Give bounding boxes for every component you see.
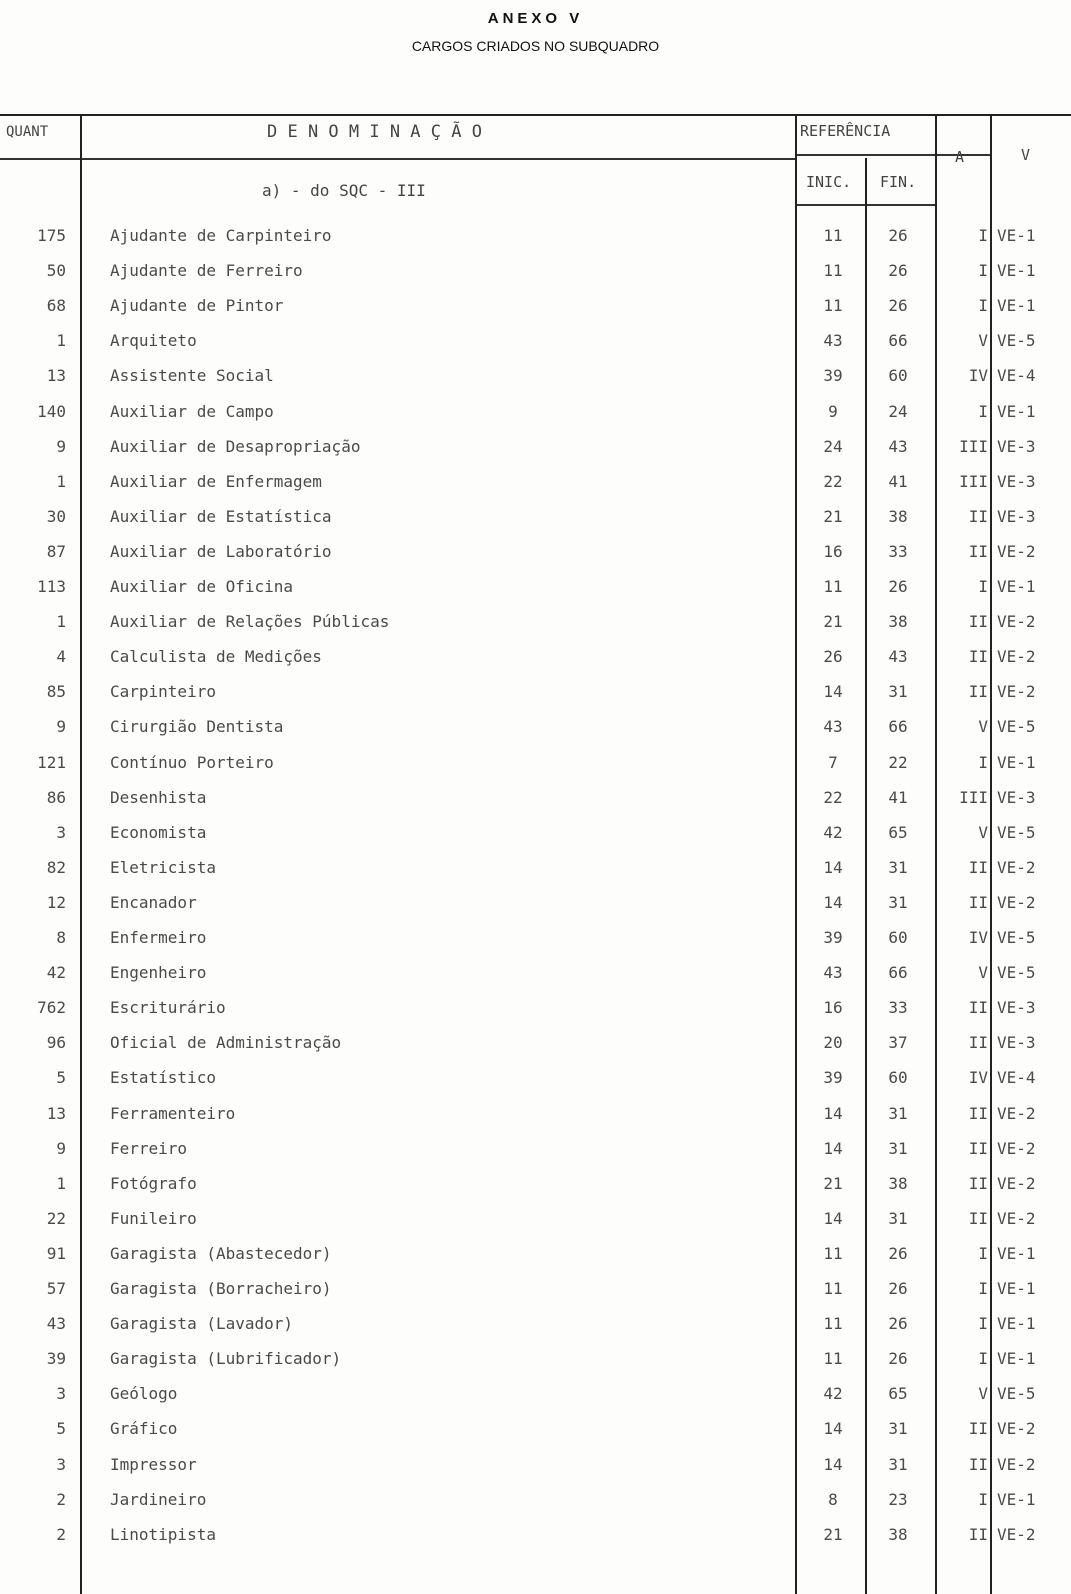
table-row xyxy=(0,1306,1071,1341)
table-row xyxy=(0,1060,1071,1095)
quant-cell: 9 xyxy=(56,1138,66,1158)
v-cell: VE-1 xyxy=(997,1349,1036,1369)
section-label: a) - do SQC - III xyxy=(262,181,426,200)
a-cell: II xyxy=(968,857,988,877)
fin-cell: 66 xyxy=(888,963,908,983)
inic-cell: 11 xyxy=(823,1279,843,1298)
table-row xyxy=(0,1025,1071,1060)
fin-cell: 26 xyxy=(888,261,908,281)
inic-cell: 11 xyxy=(823,577,843,596)
inic-cell: 22 xyxy=(823,471,843,491)
a-cell: II xyxy=(968,541,988,561)
denominacao-cell: Linotipista xyxy=(110,1524,216,1544)
inic-cell: 39 xyxy=(823,1068,843,1088)
inic-cell: 14 xyxy=(823,682,843,702)
a-cell: II xyxy=(968,892,988,912)
fin-cell: 31 xyxy=(888,892,908,912)
document-title: ANEXO V xyxy=(487,10,584,27)
inic-cell: 11 xyxy=(823,1314,843,1334)
fin-cell: 31 xyxy=(888,857,908,877)
denominacao-cell: Auxiliar de Oficina xyxy=(110,577,294,596)
table-row xyxy=(0,429,1071,464)
v-cell: VE-5 xyxy=(997,331,1036,351)
inic-cell: 21 xyxy=(823,612,843,632)
quant-cell: 3 xyxy=(56,1384,66,1404)
inic-cell: 43 xyxy=(823,331,843,351)
v-cell: VE-5 xyxy=(997,822,1036,842)
table-row xyxy=(0,499,1071,534)
denominacao-cell: Contínuo Porteiro xyxy=(110,752,274,772)
v-cell: VE-1 xyxy=(997,261,1036,281)
inic-cell: 14 xyxy=(823,1419,843,1439)
a-cell: II xyxy=(968,1419,988,1439)
inic-cell: 8 xyxy=(828,1489,838,1509)
a-cell: II xyxy=(968,1103,988,1123)
fin-cell: 26 xyxy=(888,577,908,596)
a-cell: IV xyxy=(968,1068,988,1088)
fin-cell: 60 xyxy=(888,1068,908,1088)
a-cell: I xyxy=(978,1279,988,1298)
inic-cell: 42 xyxy=(823,1384,843,1404)
table-row xyxy=(0,885,1071,920)
fin-cell: 60 xyxy=(888,366,908,386)
denominacao-cell: Calculista de Medições xyxy=(110,647,322,667)
denominacao-cell: Auxiliar de Desapropriação xyxy=(110,436,361,456)
inic-cell: 21 xyxy=(823,506,843,526)
fin-cell: 31 xyxy=(888,1454,908,1474)
quant-cell: 91 xyxy=(46,1243,66,1263)
a-cell: II xyxy=(968,1138,988,1158)
fin-cell: 22 xyxy=(888,752,908,772)
col-denominacao-header: D E N O M I N A Ç Ã O xyxy=(267,122,482,142)
quant-cell: 3 xyxy=(56,1454,66,1474)
v-cell: VE-3 xyxy=(997,471,1036,491)
a-cell: V xyxy=(978,1384,988,1404)
fin-cell: 31 xyxy=(888,1138,908,1158)
v-cell: VE-1 xyxy=(997,1489,1036,1509)
quant-cell: 4 xyxy=(56,647,66,667)
v-cell: VE-5 xyxy=(997,928,1036,947)
inic-cell: 14 xyxy=(823,1208,843,1228)
inic-cell: 11 xyxy=(823,226,843,245)
v-cell: VE-2 xyxy=(997,892,1036,912)
table-row xyxy=(0,288,1071,323)
quant-cell: 113 xyxy=(37,577,66,596)
v-cell: VE-2 xyxy=(997,1208,1036,1228)
table-row xyxy=(0,920,1071,955)
inic-cell: 11 xyxy=(823,1243,843,1263)
quant-cell: 57 xyxy=(46,1279,66,1298)
denominacao-cell: Garagista (Abastecedor) xyxy=(110,1243,332,1263)
quant-cell: 22 xyxy=(46,1208,66,1228)
v-cell: VE-1 xyxy=(997,226,1036,245)
fin-cell: 26 xyxy=(888,296,908,316)
inic-cell: 14 xyxy=(823,892,843,912)
quant-cell: 13 xyxy=(46,366,66,386)
fin-cell: 41 xyxy=(888,471,908,491)
denominacao-cell: Desenhista xyxy=(110,787,207,807)
v-cell: VE-2 xyxy=(997,1524,1036,1544)
inic-cell: 14 xyxy=(823,1454,843,1474)
quant-cell: 175 xyxy=(37,226,66,245)
quant-cell: 5 xyxy=(56,1419,66,1439)
fin-cell: 33 xyxy=(888,541,908,561)
quant-cell: 87 xyxy=(46,541,66,561)
denominacao-cell: Enfermeiro xyxy=(110,928,207,947)
col-quant-header: QUANT xyxy=(6,124,49,140)
inic-cell: 39 xyxy=(823,366,843,386)
a-cell: III xyxy=(959,471,988,491)
v-cell: VE-2 xyxy=(997,1419,1036,1439)
table-row xyxy=(0,1166,1071,1201)
v-cell: VE-1 xyxy=(997,1314,1036,1334)
a-cell: IV xyxy=(968,366,988,386)
v-cell: VE-1 xyxy=(997,401,1036,421)
denominacao-cell: Ferramenteiro xyxy=(110,1103,236,1123)
inic-cell: 16 xyxy=(823,998,843,1018)
v-cell: VE-3 xyxy=(997,787,1036,807)
quant-cell: 13 xyxy=(46,1103,66,1123)
a-cell: I xyxy=(978,1489,988,1509)
fin-cell: 38 xyxy=(888,1524,908,1544)
quant-cell: 43 xyxy=(46,1314,66,1334)
denominacao-cell: Funileiro xyxy=(110,1208,197,1228)
a-cell: V xyxy=(978,717,988,737)
quant-cell: 121 xyxy=(37,752,66,772)
a-cell: II xyxy=(968,682,988,702)
inic-cell: 14 xyxy=(823,1138,843,1158)
table-row xyxy=(0,1201,1071,1236)
fin-cell: 26 xyxy=(888,1279,908,1298)
a-cell: II xyxy=(968,1173,988,1193)
table-row xyxy=(0,1341,1071,1376)
denominacao-cell: Escriturário xyxy=(110,998,226,1018)
quant-cell: 82 xyxy=(46,857,66,877)
quant-cell: 140 xyxy=(37,401,66,421)
quant-cell: 50 xyxy=(46,261,66,281)
denominacao-cell: Encanador xyxy=(110,892,197,912)
v-cell: VE-1 xyxy=(997,1243,1036,1263)
inic-cell: 14 xyxy=(823,857,843,877)
a-cell: I xyxy=(978,1314,988,1334)
quant-cell: 2 xyxy=(56,1524,66,1544)
denominacao-cell: Estatístico xyxy=(110,1068,216,1088)
inic-cell: 42 xyxy=(823,822,843,842)
header-bottom-rule xyxy=(0,158,795,160)
fin-cell: 31 xyxy=(888,1419,908,1439)
fin-cell: 43 xyxy=(888,436,908,456)
denominacao-cell: Gráfico xyxy=(110,1419,178,1439)
inic-cell: 26 xyxy=(823,647,843,667)
denominacao-cell: Geólogo xyxy=(110,1384,178,1404)
table-row xyxy=(0,464,1071,499)
denominacao-cell: Cirurgião Dentista xyxy=(110,717,284,737)
col-inic-header: INIC. xyxy=(806,173,852,191)
denominacao-cell: Jardineiro xyxy=(110,1489,207,1509)
denominacao-cell: Assistente Social xyxy=(110,366,274,386)
v-cell: VE-1 xyxy=(997,1279,1036,1298)
v-cell: VE-4 xyxy=(997,1068,1036,1088)
table-row xyxy=(0,569,1071,604)
quant-cell: 30 xyxy=(46,506,66,526)
table-row xyxy=(0,323,1071,358)
fin-cell: 43 xyxy=(888,647,908,667)
inic-cell: 43 xyxy=(823,717,843,737)
denominacao-cell: Carpinteiro xyxy=(110,682,216,702)
table-row xyxy=(0,534,1071,569)
table-row xyxy=(0,1447,1071,1482)
quant-cell: 42 xyxy=(46,963,66,983)
fin-cell: 66 xyxy=(888,331,908,351)
quant-cell: 1 xyxy=(56,1173,66,1193)
fin-cell: 60 xyxy=(888,928,908,947)
fin-cell: 65 xyxy=(888,822,908,842)
table-row xyxy=(0,780,1071,815)
a-cell: I xyxy=(978,1243,988,1263)
quant-cell: 68 xyxy=(46,296,66,316)
a-cell: II xyxy=(968,506,988,526)
v-cell: VE-1 xyxy=(997,577,1036,596)
quant-cell: 86 xyxy=(46,787,66,807)
denominacao-cell: Oficial de Administração xyxy=(110,1033,342,1053)
fin-cell: 65 xyxy=(888,1384,908,1404)
table-row xyxy=(0,253,1071,288)
v-cell: VE-2 xyxy=(997,1138,1036,1158)
v-cell: VE-2 xyxy=(997,857,1036,877)
inic-cell: 11 xyxy=(823,296,843,316)
col-referencia-header: REFERÊNCIA xyxy=(800,122,891,140)
denominacao-cell: Ajudante de Pintor xyxy=(110,296,284,316)
denominacao-cell: Garagista (Borracheiro) xyxy=(110,1279,332,1298)
table-row xyxy=(0,394,1071,429)
a-cell: II xyxy=(968,612,988,632)
a-cell: I xyxy=(978,1349,988,1369)
inic-cell: 14 xyxy=(823,1103,843,1123)
document-subtitle: CARGOS CRIADOS NO SUBQUADRO xyxy=(411,38,660,54)
quant-cell: 9 xyxy=(56,436,66,456)
table-row xyxy=(0,1271,1071,1306)
denominacao-cell: Ferreiro xyxy=(110,1138,188,1158)
col-v-header: V xyxy=(1021,146,1031,164)
v-cell: VE-3 xyxy=(997,998,1036,1018)
a-cell: V xyxy=(978,822,988,842)
quant-cell: 762 xyxy=(37,998,66,1018)
a-cell: I xyxy=(978,752,988,772)
a-cell: II xyxy=(968,1524,988,1544)
table-row xyxy=(0,1236,1071,1271)
table-row xyxy=(0,358,1071,393)
a-cell: II xyxy=(968,647,988,667)
v-cell: VE-1 xyxy=(997,752,1036,772)
denominacao-cell: Garagista (Lubrificador) xyxy=(110,1349,342,1369)
quant-cell: 1 xyxy=(56,612,66,632)
table-row xyxy=(0,990,1071,1025)
inic-cell: 11 xyxy=(823,1349,843,1369)
denominacao-cell: Auxiliar de Enfermagem xyxy=(110,471,322,491)
denominacao-cell: Auxiliar de Relações Públicas xyxy=(110,612,390,632)
a-cell: III xyxy=(959,436,988,456)
a-cell: IV xyxy=(968,928,988,947)
v-cell: VE-2 xyxy=(997,647,1036,667)
fin-cell: 37 xyxy=(888,1033,908,1053)
referencia-divider xyxy=(795,154,935,156)
inic-cell: 7 xyxy=(828,752,838,772)
table-row xyxy=(0,1517,1071,1552)
fin-cell: 31 xyxy=(888,1103,908,1123)
denominacao-cell: Impressor xyxy=(110,1454,197,1474)
table-row xyxy=(0,850,1071,885)
inic-cell: 9 xyxy=(828,401,838,421)
inic-cell: 20 xyxy=(823,1033,843,1053)
table-row xyxy=(0,1376,1071,1411)
quant-cell: 1 xyxy=(56,331,66,351)
v-cell: VE-2 xyxy=(997,682,1036,702)
table-top-rule xyxy=(0,114,1071,116)
fin-cell: 31 xyxy=(888,1208,908,1228)
a-cell: I xyxy=(978,226,988,245)
quant-cell: 39 xyxy=(46,1349,66,1369)
table-row xyxy=(0,1131,1071,1166)
denominacao-cell: Economista xyxy=(110,822,207,842)
a-cell: I xyxy=(978,401,988,421)
v-cell: VE-3 xyxy=(997,506,1036,526)
fin-cell: 23 xyxy=(888,1489,908,1509)
fin-cell: 26 xyxy=(888,226,908,245)
v-cell: VE-5 xyxy=(997,1384,1036,1404)
table-row xyxy=(0,815,1071,850)
v-cell: VE-3 xyxy=(997,1033,1036,1053)
quant-cell: 9 xyxy=(56,717,66,737)
v-cell: VE-2 xyxy=(997,1103,1036,1123)
denominacao-cell: Auxiliar de Estatística xyxy=(110,506,332,526)
v-cell: VE-5 xyxy=(997,717,1036,737)
a-cell: I xyxy=(978,261,988,281)
v-cell: VE-4 xyxy=(997,366,1036,386)
fin-cell: 38 xyxy=(888,612,908,632)
table-row xyxy=(0,639,1071,674)
table-row xyxy=(0,674,1071,709)
a-cell: II xyxy=(968,1208,988,1228)
table-row xyxy=(0,218,1071,253)
quant-cell: 12 xyxy=(46,892,66,912)
a-cell: I xyxy=(978,577,988,596)
a-cell: III xyxy=(959,787,988,807)
fin-cell: 38 xyxy=(888,1173,908,1193)
v-cell: VE-3 xyxy=(997,436,1036,456)
inic-cell: 39 xyxy=(823,928,843,947)
inic-cell: 21 xyxy=(823,1524,843,1544)
table-row xyxy=(0,709,1071,744)
table-row xyxy=(0,1411,1071,1446)
inic-cell: 43 xyxy=(823,963,843,983)
quant-cell: 1 xyxy=(56,471,66,491)
table-row xyxy=(0,1482,1071,1517)
a-cell: V xyxy=(978,963,988,983)
quant-cell: 3 xyxy=(56,822,66,842)
denominacao-cell: Garagista (Lavador) xyxy=(110,1314,294,1334)
inic-cell: 21 xyxy=(823,1173,843,1193)
inic-cell: 22 xyxy=(823,787,843,807)
fin-cell: 26 xyxy=(888,1349,908,1369)
a-cell: II xyxy=(968,1033,988,1053)
denominacao-cell: Engenheiro xyxy=(110,963,207,983)
table-row xyxy=(0,955,1071,990)
fin-cell: 38 xyxy=(888,506,908,526)
quant-cell: 2 xyxy=(56,1489,66,1509)
inic-cell: 16 xyxy=(823,541,843,561)
denominacao-cell: Arquiteto xyxy=(110,331,197,351)
denominacao-cell: Ajudante de Ferreiro xyxy=(110,261,303,281)
v-cell: VE-2 xyxy=(997,1454,1036,1474)
fin-cell: 26 xyxy=(888,1243,908,1263)
a-cell: I xyxy=(978,296,988,316)
table-row xyxy=(0,604,1071,639)
fin-cell: 66 xyxy=(888,717,908,737)
v-cell: VE-2 xyxy=(997,541,1036,561)
fin-cell: 41 xyxy=(888,787,908,807)
a-cell: V xyxy=(978,331,988,351)
v-cell: VE-5 xyxy=(997,963,1036,983)
quant-cell: 85 xyxy=(46,682,66,702)
quant-cell: 96 xyxy=(46,1033,66,1053)
a-cell: II xyxy=(968,998,988,1018)
fin-cell: 31 xyxy=(888,682,908,702)
denominacao-cell: Auxiliar de Campo xyxy=(110,401,274,421)
v-cell: VE-2 xyxy=(997,1173,1036,1193)
fin-cell: 33 xyxy=(888,998,908,1018)
inic-cell: 24 xyxy=(823,436,843,456)
fin-cell: 26 xyxy=(888,1314,908,1334)
col-a-header: A xyxy=(955,148,965,166)
denominacao-cell: Ajudante de Carpinteiro xyxy=(110,226,332,245)
fin-cell: 24 xyxy=(888,401,908,421)
table-row xyxy=(0,1096,1071,1131)
a-cell: II xyxy=(968,1454,988,1474)
denominacao-cell: Fotógrafo xyxy=(110,1173,197,1193)
denominacao-cell: Auxiliar de Laboratório xyxy=(110,541,332,561)
col-fin-header: FIN. xyxy=(880,173,917,191)
v-cell: VE-2 xyxy=(997,612,1036,632)
inic-cell: 11 xyxy=(823,261,843,281)
table-row xyxy=(0,745,1071,780)
denominacao-cell: Eletricista xyxy=(110,857,216,877)
quant-cell: 8 xyxy=(56,928,66,947)
v-cell: VE-1 xyxy=(997,296,1036,316)
quant-cell: 5 xyxy=(56,1068,66,1088)
